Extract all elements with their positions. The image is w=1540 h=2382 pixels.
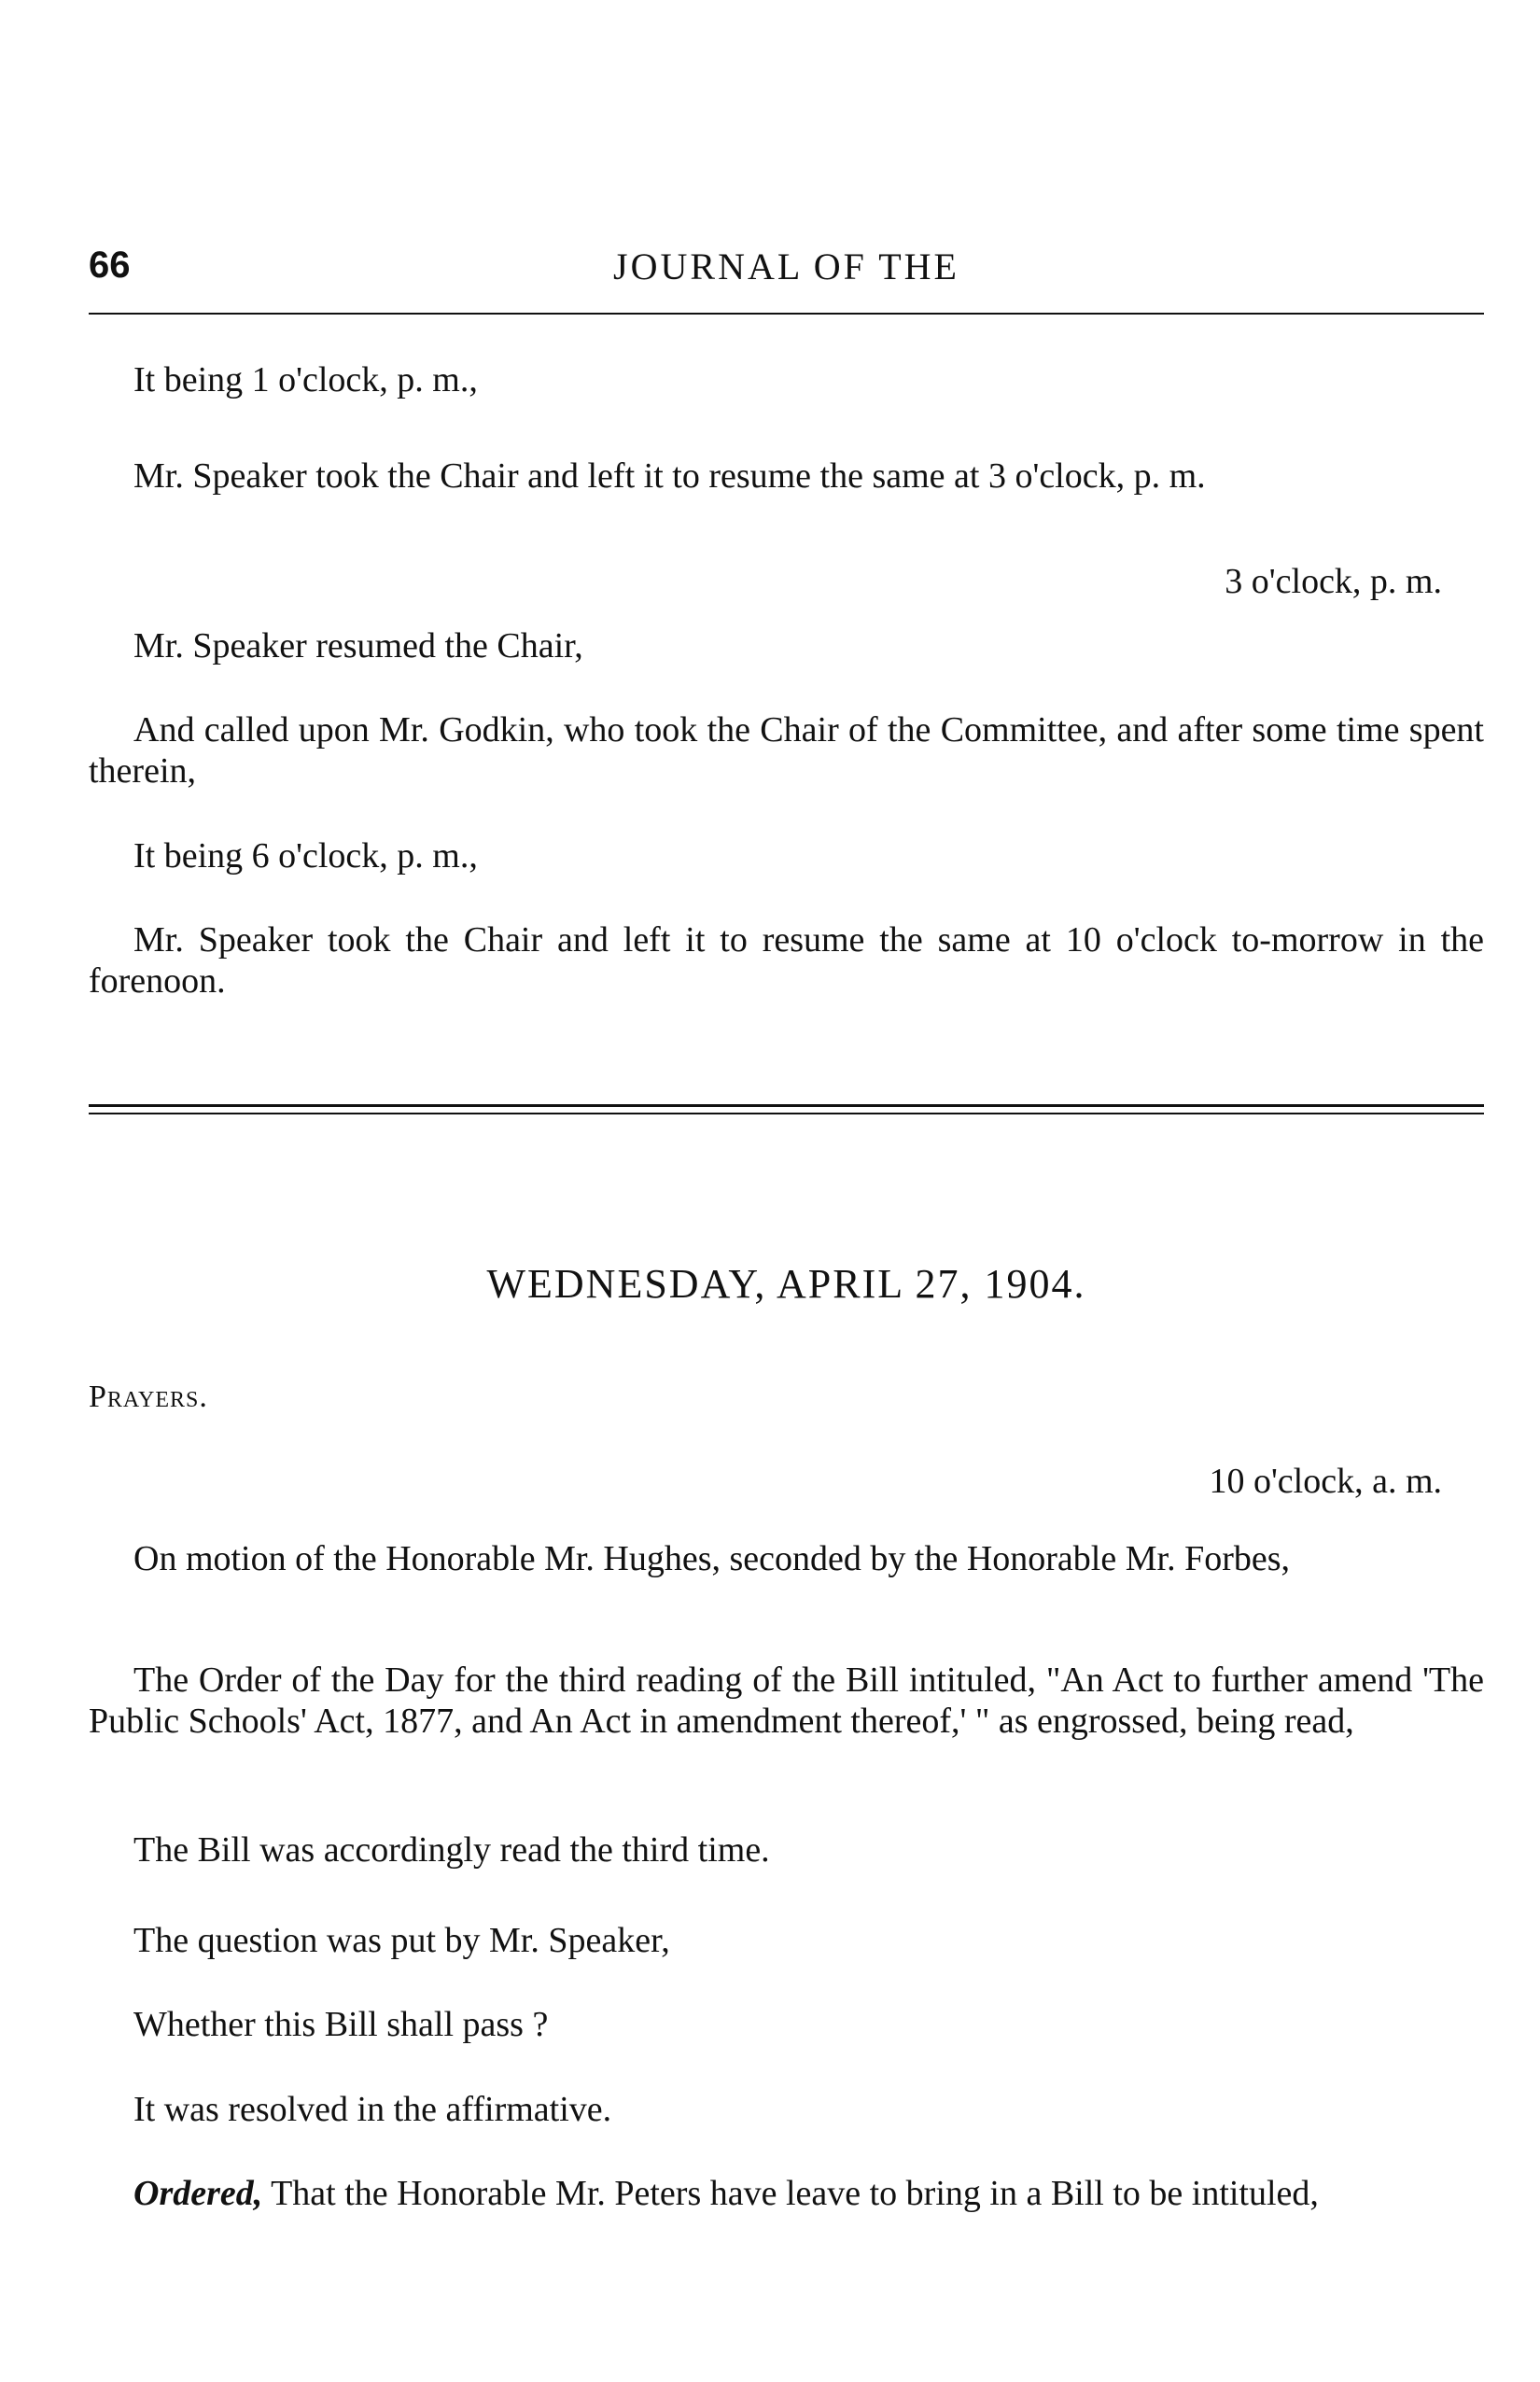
- prayers-label: Prayers.: [89, 1380, 208, 1414]
- time-three-oclock: 3 o'clock, p. m.: [1225, 562, 1442, 601]
- ordered-text: That the Honorable Mr. Peters have leave to bring in a Bill to be intituled,: [262, 2174, 1319, 2213]
- ordered-italic: Ordered,: [133, 2174, 263, 2213]
- paragraph-speaker-resumed: Mr. Speaker resumed the Chair,: [133, 626, 583, 666]
- page-number: 66: [89, 245, 131, 286]
- paragraph-six-oclock: It being 6 o'clock, p. m.,: [133, 836, 478, 876]
- date-heading: WEDNESDAY, APRIL 27, 1904.: [486, 1261, 1086, 1307]
- paragraph-motion-hughes: On motion of the Honorable Mr. Hughes, seconded by the Honorable Mr. Forbes,: [133, 1539, 1291, 1578]
- paragraph-ordered-peters: [89, 2173, 1484, 2214]
- paragraph-resolved: It was resolved in the affirmative.: [133, 2090, 612, 2129]
- page-header: [89, 245, 1484, 301]
- time-ten-oclock: 10 o'clock, a. m.: [1209, 1462, 1442, 1501]
- running-head: JOURNAL OF THE: [613, 245, 959, 287]
- paragraph-speaker-left-chair: Mr. Speaker took the Chair and left it to resume the same at 3 o'clock, p. m.: [133, 456, 1206, 496]
- paragraph-one-oclock: It being 1 o'clock, p. m.,: [133, 360, 478, 399]
- paragraph-godkin-committee: And called upon Mr. Godkin, who took the Chair of the Committee, and after some time spent therein,: [89, 710, 1484, 791]
- paragraph-speaker-adjourn: Mr. Speaker took the Chair and left it to resume the same at 10 o'clock to-morrow in the forenoon.: [89, 920, 1484, 1001]
- paragraph-order-of-day: The Order of the Day for the third reading of the Bill intituled, "An Act to further amend 'The Public Schools' Act, 1877, and An Act in amendment thereof,' " as engrossed, being read,: [89, 1660, 1484, 1741]
- header-rule: [89, 313, 1484, 315]
- paragraph-third-reading: The Bill was accordingly read the third time.: [133, 1830, 770, 1870]
- paragraph-question-put: The question was put by Mr. Speaker,: [133, 1921, 670, 1960]
- paragraph-whether-pass: Whether this Bill shall pass ?: [133, 2005, 549, 2044]
- section-double-rule-bottom: [89, 1113, 1484, 1114]
- section-double-rule-top: [89, 1104, 1484, 1107]
